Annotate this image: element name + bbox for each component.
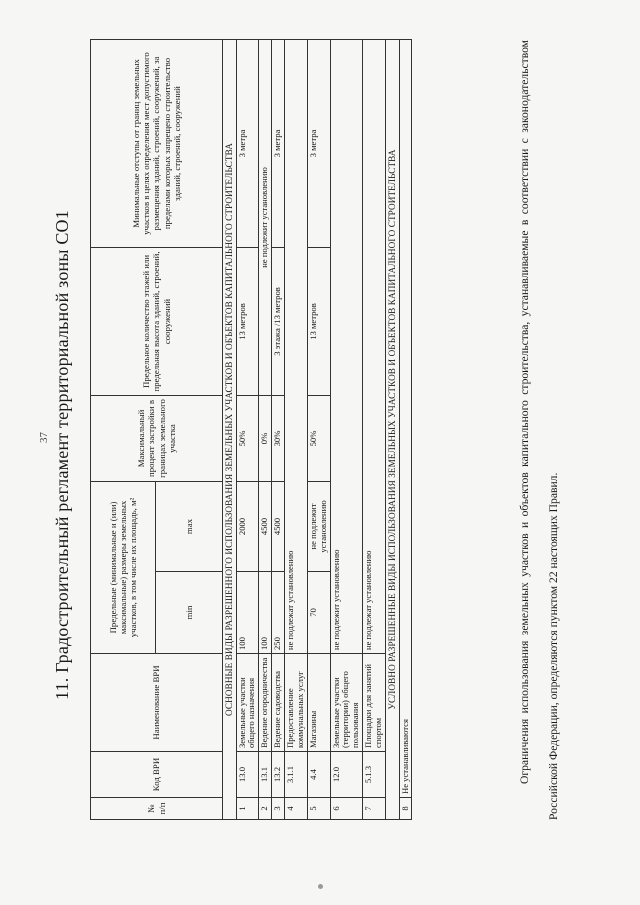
- cell-num: 7: [363, 798, 386, 820]
- cell-max: 4500: [259, 481, 272, 571]
- cell-code: 13.1: [259, 752, 272, 798]
- cell-num: 3: [272, 798, 285, 820]
- table-row: [236, 39, 259, 819]
- cell-num: 2: [259, 798, 272, 820]
- table-row: [363, 39, 386, 819]
- page-title: 11. Градостроительный регламент территориальной зоны СО1: [52, 210, 72, 700]
- cell-min: 100: [236, 572, 259, 654]
- cell-num: 5: [307, 798, 330, 820]
- cell-min: 100: [259, 572, 272, 654]
- cell-max: 4500: [272, 481, 285, 571]
- cell-code: 12.0: [330, 752, 363, 798]
- cell-num: 4: [285, 798, 308, 820]
- cell-conditional-text: Не устанавливаются: [399, 39, 412, 797]
- cell-percent: 0%: [259, 395, 272, 481]
- cell-code: 3.1.1: [285, 752, 308, 798]
- cell-num: 6: [330, 798, 363, 820]
- cell-name: Земельные участки (территории) общего пользования: [330, 654, 363, 752]
- cell-code: 13.0: [236, 752, 259, 798]
- cell-setback: 3 метра: [236, 39, 259, 247]
- cell-max: не подлежит установлению: [307, 481, 330, 571]
- section-conditional: УСЛОВНО РАЗРЕШЕННЫЕ ВИДЫ ИСПОЛЬЗОВАНИЯ ЗЕМЕЛЬНЫХ УЧАСТКОВ И ОБЪЕКТОВ КАПИТАЛЬНОГО СТРОИТЕЛЬСТВА: [385, 39, 399, 819]
- cell-num: 1: [236, 798, 259, 820]
- header-name: Наименование ВРИ: [91, 654, 223, 752]
- regulation-table: [90, 39, 412, 820]
- cell-span: не подлежит установлению: [330, 39, 363, 653]
- cell-code: 4.4: [307, 752, 330, 798]
- cell-num: 8: [399, 798, 412, 820]
- header-code: Код ВРИ: [91, 752, 223, 798]
- table-row: [330, 39, 363, 819]
- cell-name: Магазины: [307, 654, 330, 752]
- cell-max: 2000: [236, 481, 259, 571]
- header-percent: Максимальный процент застройки в границах земельного участка: [91, 395, 223, 481]
- scan-dot: [318, 884, 323, 889]
- cell-percent: 50%: [236, 395, 259, 481]
- header-setback: Минимальные отступы от границ земельных участков в целях определения мест допустимого размещения зданий, строений, сооружений, за пределами которых запрещено строительство зданий, строений, сооружений: [91, 39, 223, 247]
- cell-name: Ведение садоводства: [272, 654, 285, 752]
- cell-floors: 13 метров: [307, 247, 330, 395]
- page-number: 37: [38, 432, 50, 443]
- header-max: max: [156, 481, 223, 571]
- table-row: [285, 39, 308, 819]
- cell-floors: 3 этажа /13 метров: [272, 247, 285, 395]
- cell-name: Предоставление коммунальных услуг: [285, 654, 308, 752]
- header-min: min: [156, 572, 223, 654]
- cell-name: Земельные участки общего назначения: [236, 654, 259, 752]
- header-floors: Предельное количество этажей или предельная высота зданий, строений, сооружений: [91, 247, 223, 395]
- cell-floors: 13 метров: [236, 247, 259, 395]
- restrictions-note: Ограничения использования земельных участков и объектов капитального строительства, устанавливаемые в соответствии с законодательством Российской Федерации, определяются пунктом 22 настоящих Правил.: [518, 40, 560, 820]
- cell-setback: 3 метра: [307, 39, 330, 247]
- cell-min: 250: [272, 572, 285, 654]
- table-row: [272, 39, 285, 819]
- section-main: ОСНОВНЫЕ ВИДЫ РАЗРЕШЕННОГО ИСПОЛЬЗОВАНИЯ ЗЕМЕЛЬНЫХ УЧАСТКОВ И ОБЪЕКТОВ КАПИТАЛЬНОГО СТРОИТЕЛЬСТВА: [223, 39, 237, 819]
- cell-span: не подлежат установлению: [285, 39, 308, 653]
- cell-floors: не подлежит установлению: [259, 39, 272, 395]
- table-row: [307, 39, 330, 819]
- cell-name: Площадки для занятий спортом: [363, 654, 386, 752]
- cell-name: Ведение огородничества: [259, 654, 272, 752]
- cell-percent: 50%: [307, 395, 330, 481]
- table-row: [399, 39, 412, 819]
- cell-span: не подлежат установлению: [363, 39, 386, 653]
- cell-percent: 30%: [272, 395, 285, 481]
- cell-setback: 3 метра: [272, 39, 285, 247]
- cell-code: 13.2: [272, 752, 285, 798]
- header-num: № п/п: [91, 798, 223, 820]
- table-row: [259, 39, 272, 819]
- cell-code: 5.1.3: [363, 752, 386, 798]
- cell-min: 70: [307, 572, 330, 654]
- header-size-group: Предельные (минимальные и (или) максимальные) размеры земельных участков, в том числе их площадь, м²: [91, 481, 156, 653]
